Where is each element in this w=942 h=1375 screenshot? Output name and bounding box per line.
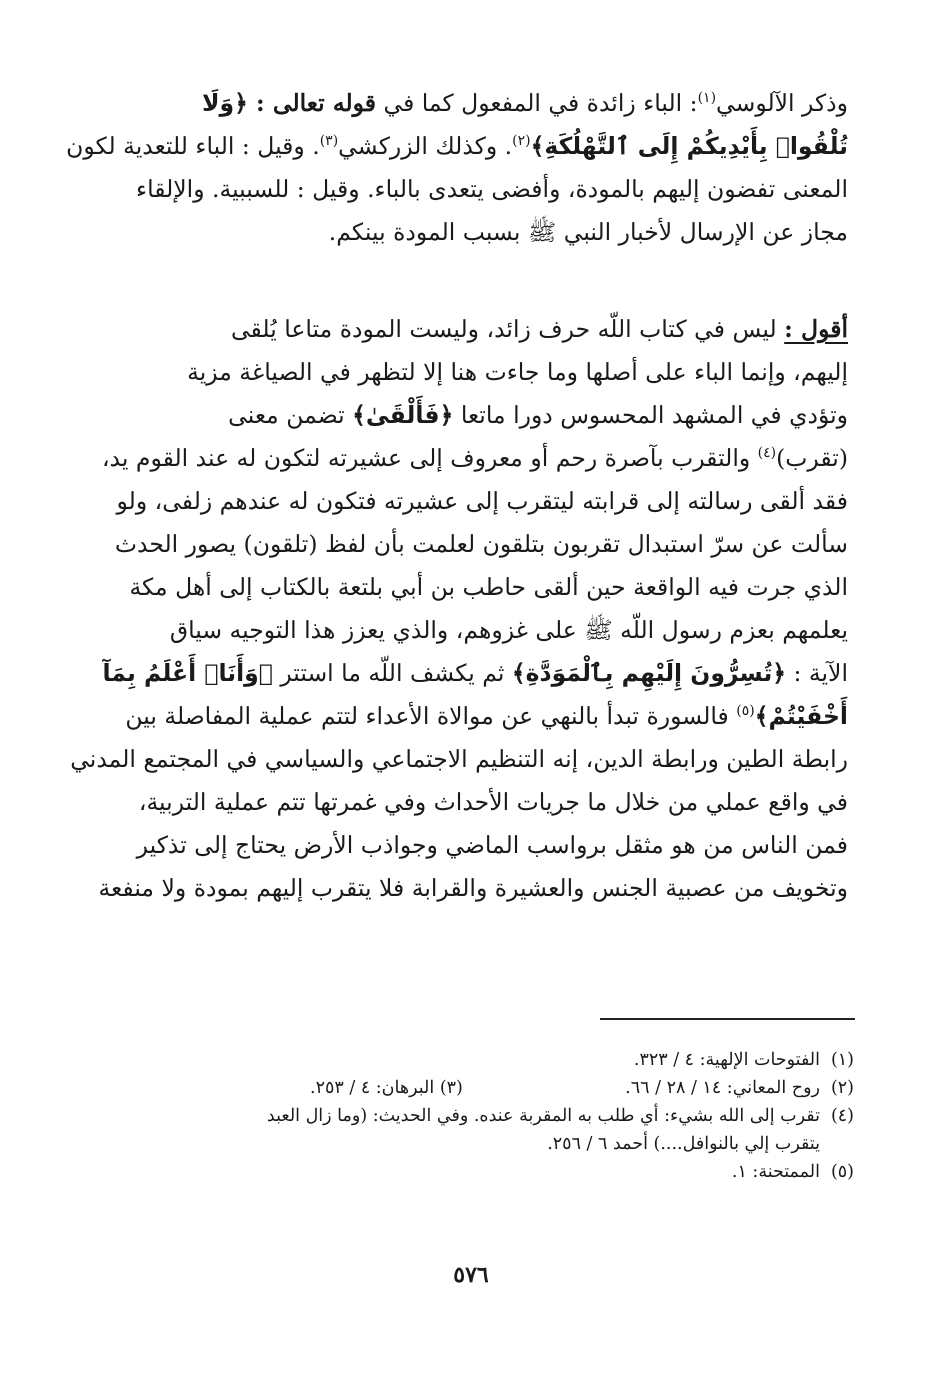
text-line: (تقرب)$^{(٤)}$ والتقرب بآصرة رحم أو معروف إلى عشيرته لتكون له عند القوم يد،: [101, 444, 848, 472]
quran-verse: أَخْفَيْتُمْ﴾: [754, 702, 848, 730]
footnote-4-continuation: يتقرب إلي بالنوافل....) أحمد ٦ / ٢٥٦.: [547, 1134, 820, 1154]
aqul-label: أقول :: [784, 315, 848, 343]
quran-verse: ﴿تُسِرُّونَ إِلَيْهِم بِٱلْمَوَدَّةِ﴾: [511, 659, 787, 687]
footnote-number: (٤): [830, 1106, 854, 1126]
footnote-1: (١)الفتوحات الإلهية: ٤ / ٣٢٣.: [100, 1046, 854, 1074]
paragraph-alusi: [66, 82, 848, 254]
footnote-5: (٥)الممتحنة: ١.: [100, 1158, 854, 1186]
footnotes: [100, 1046, 854, 1186]
text-line: أقول : ليس في كتاب اللّه حرف زائد، وليست المودة متاعا يُلقى: [230, 315, 848, 343]
text-line: تُلْقُوا۟ بِأَيْدِيكُمْ إِلَى ٱلتَّهْلُكَةِ﴾$^{(٢)}$. وكذلك الزركشي$^{(٣)}$. وقيل : الباء للتعدية لكون: [66, 132, 848, 160]
text-line: وذكر الآلوسي$^{(١)}$: الباء زائدة في المفعول كما في قوله تعالى : ﴿وَلَا: [201, 89, 848, 117]
footnote-number: (٥): [830, 1162, 854, 1182]
text-line: أَخْفَيْتُمْ﴾$^{(٥)}$ فالسورة تبدأ بالنهي عن موالاة الأعداء لتتم عملية المفاصلة بين: [125, 702, 848, 730]
footnote-ref[interactable]: (١): [697, 90, 717, 107]
footnote-4: (٤)تقرب إلى الله بشيء: أي طلب به المقربة عنده. وفي الحديث: (وما زال العبد: [100, 1102, 854, 1130]
footnote-number: (٣): [439, 1078, 463, 1098]
text-line: وتؤدي في المشهد المحسوس دورا ماتعا ﴿فَأَلْقَىٰ﴾ تضمن معنى: [228, 401, 848, 429]
footnote-3: (٣) البرهان: ٤ / ٢٥٣.: [310, 1078, 463, 1098]
footnote-number: (٢): [830, 1078, 854, 1098]
footnote-ref[interactable]: (٥): [736, 703, 755, 720]
text-line: رابطة الطين ورابطة الدين، إنه التنظيم الاجتماعي والسياسي في المجتمع المدني: [70, 745, 848, 773]
quran-verse: ﴿وَلَا: [201, 89, 257, 117]
quran-verse: ﴿فَأَلْقَىٰ﴾: [352, 401, 454, 429]
text-line: فمن الناس من هو مثقل برواسب الماضي وجواذب الأرض يحتاج إلى تذكير: [136, 831, 848, 859]
footnote-ref[interactable]: (٤): [757, 445, 777, 462]
text-line: سألت عن سرّ استبدال تقربون بتلقون لعلمت بأن لفظ (تلقون) يصور الحدث: [114, 530, 848, 558]
footnote-ref[interactable]: (٢): [512, 133, 531, 150]
text-line: يعلمهم بعزم رسول اللّه ﷺ على غزوهم، والذي يعزز هذا التوجيه سياق: [169, 616, 848, 644]
footnote-number: (١): [830, 1050, 854, 1070]
paragraph-aqul: [70, 308, 848, 910]
text-line: الآية : ﴿تُسِرُّونَ إِلَيْهِم بِٱلْمَوَدَّةِ﴾ ثم يكشف اللّه ما استتر ﴿وَأَنَا۠ أَعْلَمُ بِمَآ: [102, 659, 848, 687]
text-line: الذي جرت فيه الواقعة حين ألقى حاطب بن أبي بلتعة بالكتاب إلى أهل مكة: [129, 573, 848, 601]
page-number: ٥٧٦: [453, 1262, 489, 1288]
text-line: في واقع عملي من خلال ما جريات الأحداث وفي غمرتها تتم عملية التربية،: [138, 788, 848, 816]
footnote-separator: [600, 1018, 855, 1020]
footnote-ref[interactable]: (٣): [319, 133, 339, 150]
quran-verse: ﴿وَأَنَا۠ أَعْلَمُ بِمَآ: [102, 659, 273, 687]
footnote-2: (٢)روح المعاني: ١٤ / ٢٨ / ٦٦. (٣) البرهان: ٤ / ٢٥٣.: [100, 1074, 854, 1102]
text-line: وتخويف من عصبية الجنس والعشيرة والقرابة فلا يتقرب إليهم بمودة ولا منفعة: [98, 874, 848, 902]
text-line: إليهم، وإنما الباء على أصلها وما جاءت هنا إلا لتظهر في الصياغة مزية: [187, 358, 848, 386]
text-line: مجاز عن الإرسال لأخبار النبي ﷺ بسبب المودة بينكم.: [328, 218, 848, 246]
text-line: المعنى تفضون إليهم بالمودة، وأفضى يتعدى بالباء. وقيل : للسببية. والإلقاء: [136, 175, 848, 203]
text-line: فقد ألقى رسالته إلى قرابته ليتقرب إلى عشيرته فتكون له عندهم زلفى، ولو: [116, 487, 848, 515]
quran-verse: تُلْقُوا۟ بِأَيْدِيكُمْ إِلَى ٱلتَّهْلُكَةِ﴾: [530, 132, 848, 160]
